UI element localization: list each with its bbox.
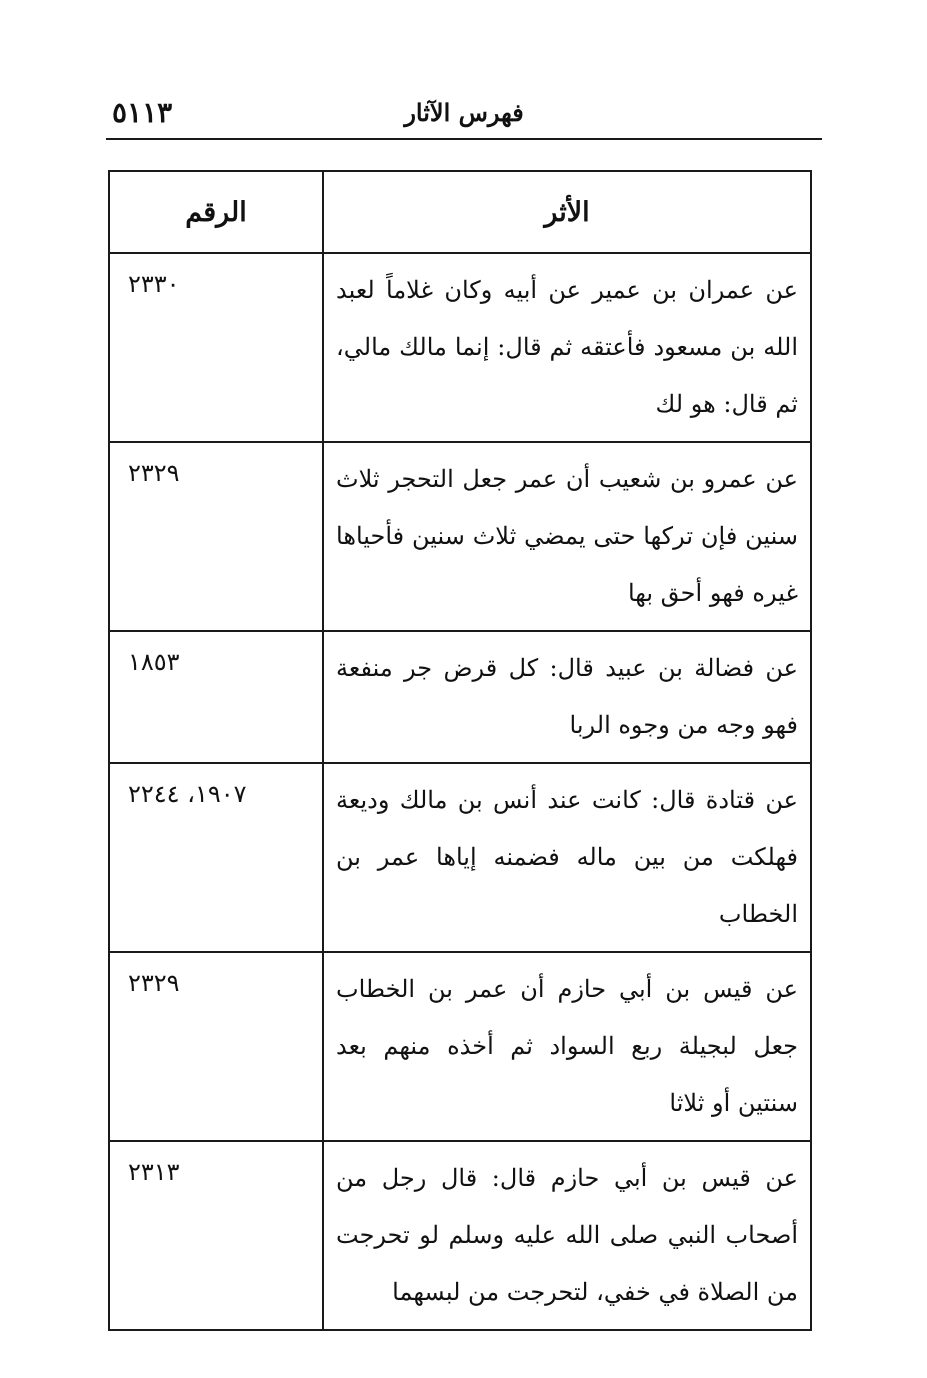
athar-text: عن فضالة بن عبيد قال: كل قرض جر منفعة فهو وجه من وجوه الربا bbox=[323, 631, 811, 763]
athar-number bbox=[109, 1141, 323, 1330]
column-header-number: الرقم bbox=[109, 171, 323, 253]
athar-number-value: ١٩٠٧، ٢٢٤٤ bbox=[128, 780, 247, 808]
table-header-row bbox=[109, 171, 811, 253]
table-row bbox=[109, 1141, 811, 1330]
athar-number-value: ٢٣٢٩ bbox=[128, 459, 180, 487]
page-number: ٥١١٣ bbox=[112, 96, 173, 129]
athar-text: عن قتادة قال: كانت عند أنس بن مالك وديعة فهلكت من بين ماله فضمنه إياها عمر بن الخطاب bbox=[323, 763, 811, 952]
athar-text: عن قيس بن أبي حازم قال: قال رجل من أصحاب النبي صلى الله عليه وسلم لو تحرجت من الصلاة في خفي، لتحرجت من لبسهما bbox=[323, 1141, 811, 1330]
running-title: فهرس الآثار bbox=[404, 98, 524, 127]
table-row bbox=[109, 253, 811, 442]
athar-number bbox=[109, 442, 323, 631]
athar-number bbox=[109, 763, 323, 952]
athar-number bbox=[109, 253, 323, 442]
athar-number-value: ١٨٥٣ bbox=[128, 648, 180, 676]
athar-number bbox=[109, 952, 323, 1141]
table-row bbox=[109, 442, 811, 631]
athar-text: عن قيس بن أبي حازم أن عمر بن الخطاب جعل لبجيلة ربع السواد ثم أخذه منهم بعد سنتين أو ثلاثا bbox=[323, 952, 811, 1141]
table-row bbox=[109, 763, 811, 952]
athar-number-value: ٢٣٢٩ bbox=[128, 969, 180, 997]
athar-index-table bbox=[108, 170, 812, 1331]
athar-number-value: ٢٣١٣ bbox=[128, 1158, 180, 1186]
column-header-athar: الأثر bbox=[323, 171, 811, 253]
athar-number bbox=[109, 631, 323, 763]
athar-text: عن عمران بن عمير عن أبيه وكان غلاماً لعبد الله بن مسعود فأعتقه ثم قال: إنما مالك مالي، ثم قال: هو لك bbox=[323, 253, 811, 442]
page-header bbox=[106, 94, 822, 140]
athar-number-value: ٢٣٣٠ bbox=[128, 270, 180, 298]
table-row bbox=[109, 952, 811, 1141]
table-row bbox=[109, 631, 811, 763]
athar-text: عن عمرو بن شعيب أن عمر جعل التحجر ثلاث سنين فإن تركها حتى يمضي ثلاث سنين فأحياها غيره فهو أحق بها bbox=[323, 442, 811, 631]
